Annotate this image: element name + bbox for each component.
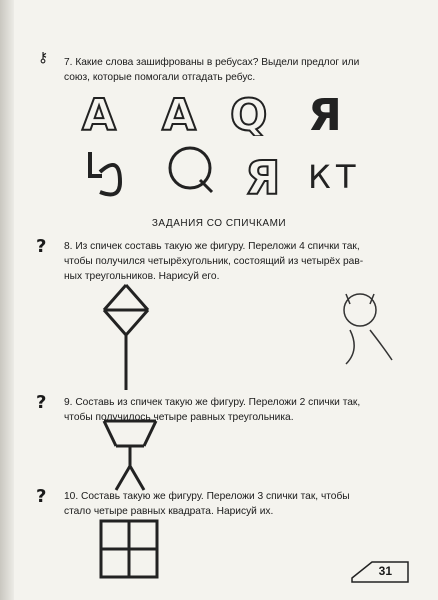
rebus-letter-t: Т xyxy=(336,158,356,196)
page-number: 31 xyxy=(378,564,392,578)
task10-text-line2: стало четыре равных квадрата. Нарисуй их. xyxy=(64,506,274,517)
rebus-letter-ya-2: Я xyxy=(245,151,281,200)
question-icon-3: ? xyxy=(36,486,47,507)
girl-illustration xyxy=(330,282,410,382)
task9-text-line1: 9. Составь из спичек такую же фигуру. Переложи 2 спички так, xyxy=(64,397,361,408)
task10-text-line1: 10. Составь такую же фигуру. Переложи 3 спички так, чтобы xyxy=(64,491,350,502)
question-icon-2: ? xyxy=(36,392,47,413)
task9-text-line2: чтобы получилось четыре равных треугольника. xyxy=(64,412,294,423)
rebus-figure-l xyxy=(90,152,120,194)
matchstick-figure-task8 xyxy=(96,280,156,400)
task7-text-line2: союз, которые помогали отгадать ребус. xyxy=(64,72,256,83)
rebus-letter-ya: Я xyxy=(308,90,342,136)
page-binding-shadow xyxy=(0,0,14,600)
task8-text-line3: ных треугольников. Нарисуй его. xyxy=(64,271,220,282)
task8-text-line1: 8. Из спичек составь такую же фигуру. Переложи 4 спички так, xyxy=(64,241,360,252)
rebus-row-2 xyxy=(80,142,380,200)
matchstick-figure-task10 xyxy=(96,516,186,586)
matchstick-figure-task9 xyxy=(96,416,166,496)
rebus-letter-k: К xyxy=(308,158,331,196)
rebus-letter-a-2: A xyxy=(162,90,197,136)
rebus-letter-q: Q xyxy=(230,90,268,136)
task8-text-line2: чтобы получился четырёхугольник, состоящий из четырёх рав- xyxy=(64,256,364,267)
question-icon: ? xyxy=(36,236,47,257)
key-icon: ⚷ xyxy=(38,50,49,66)
rebus-row-1 xyxy=(80,84,380,136)
rebus-letter-a-1: A xyxy=(82,90,117,136)
section-heading: ЗАДАНИЯ СО СПИЧКАМИ xyxy=(151,218,287,229)
task7-text-line1: 7. Какие слова зашифрованы в ребусах? Выдели предлог или xyxy=(64,57,360,68)
